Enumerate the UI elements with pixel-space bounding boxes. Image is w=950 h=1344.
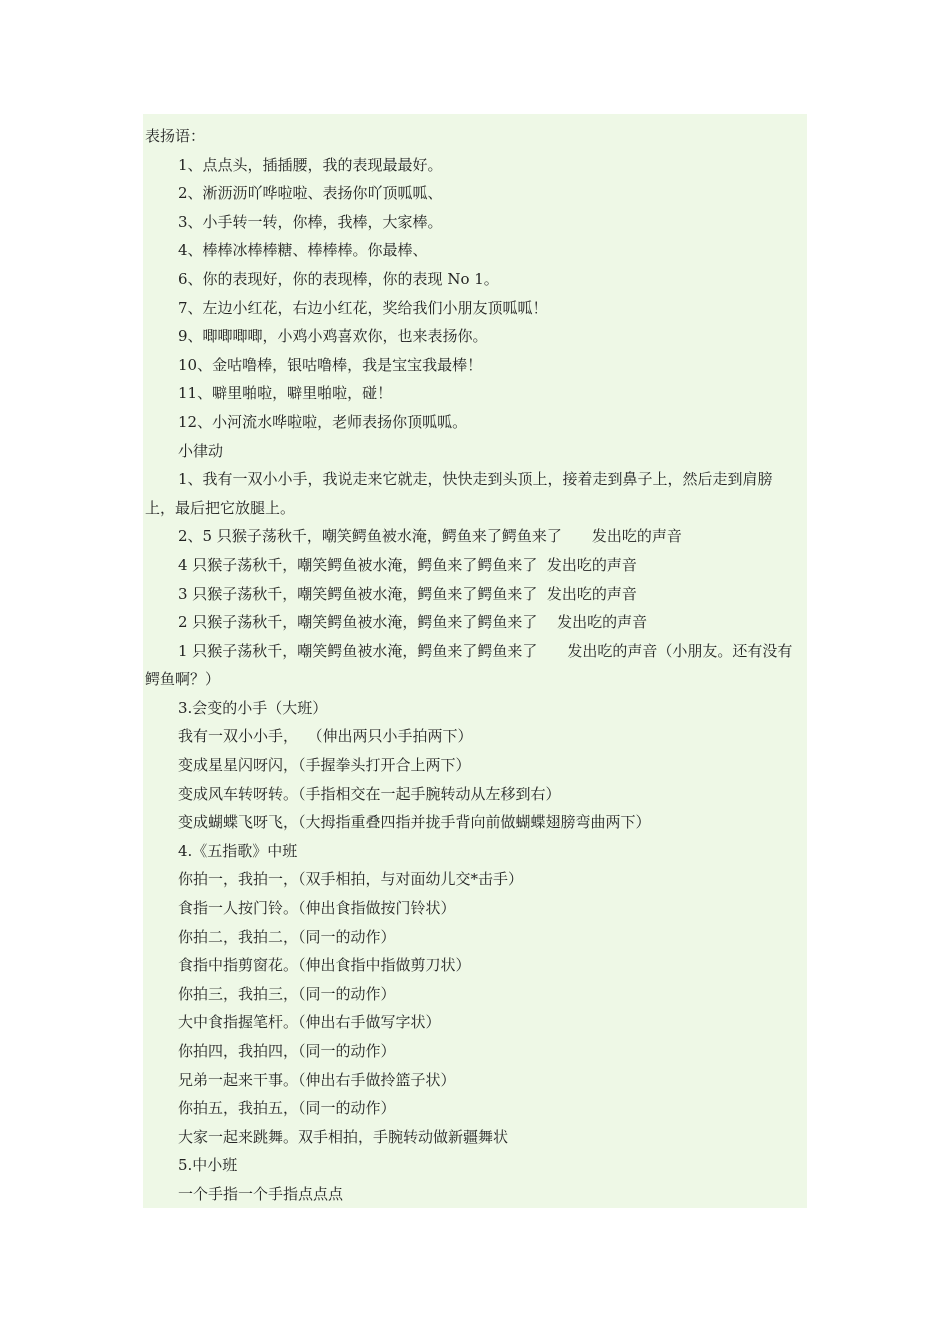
text-line: 2 只猴子荡秋千，嘲笑鳄鱼被水淹，鳄鱼来了鳄鱼来了 发出吃的声音 — [178, 613, 648, 632]
text-line: 你拍四，我拍四，（同一的动作） — [178, 1042, 396, 1060]
text-line: 4.《五指歌》中班 — [178, 841, 298, 860]
text-line: 10、金咕噜棒，银咕噜棒，我是宝宝我最棒！ — [178, 355, 483, 374]
text-line: 大中食指握笔杆。（伸出右手做写字状） — [178, 1013, 441, 1032]
text-line: 9、唧唧唧唧，小鸡小鸡喜欢你，也来表扬你。 — [178, 327, 488, 346]
text-line: 5.中小班 — [178, 1156, 238, 1175]
text-line: 食指一人按门铃。（伸出食指做按门铃状） — [178, 899, 456, 918]
text-line: 食指中指剪窗花。（伸出食指中指做剪刀状） — [178, 956, 471, 975]
text-line: 你拍二，我拍二，（同一的动作） — [178, 927, 396, 946]
text-line: 变成风车转呀转。（手指相交在一起手腕转动从左移到右） — [178, 784, 561, 803]
text-line: 3 只猴子荡秋千，嘲笑鳄鱼被水淹，鳄鱼来了鳄鱼来了 发出吃的声音 — [178, 584, 637, 603]
text-line: 4 只猴子荡秋千，嘲笑鳄鱼被水淹，鳄鱼来了鳄鱼来了 发出吃的声音 — [178, 555, 637, 574]
text-line: 一个手指一个手指点点点 — [178, 1184, 344, 1203]
text-line: 你拍五，我拍五，（同一的动作） — [178, 1099, 396, 1118]
text-line: 变成星星闪呀闪，（手握拳头打开合上两下） — [178, 756, 471, 775]
text-line: 1 只猴子荡秋千，嘲笑鳄鱼被水淹，鳄鱼来了鳄鱼来了 发出吃的声音（小朋友。还有没有鳄鱼啊？） — [145, 641, 793, 689]
text-line: 11、噼里啪啦，噼里啪啦，碰！ — [178, 384, 393, 403]
text-line: 变成蝴蝶飞呀飞，（大拇指重叠四指并拢手背向前做蝴蝶翅膀弯曲两下） — [178, 813, 651, 832]
text-line: 你拍三，我拍三，（同一的动作） — [178, 984, 396, 1003]
text-line: 7、左边小红花，右边小红花，奖给我们小朋友顶呱呱！ — [178, 298, 548, 317]
text-line: 你拍一，我拍一，（双手相拍，与对面幼儿交*击手） — [178, 870, 524, 889]
text-line: 2、淅沥沥吖哗啦啦、表扬你吖顶呱呱、 — [178, 184, 443, 203]
text-line: 2、5 只猴子荡秋千，嘲笑鳄鱼被水淹，鳄鱼来了鳄鱼来了 发出吃的声音 — [178, 527, 682, 546]
document-body — [145, 122, 793, 1209]
text-line: 我有一双小小手， （伸出两只小手拍两下） — [178, 727, 473, 746]
text-line: 1、我有一双小小手，我说走来它就走，快快走到头顶上，接着走到鼻子上，然后走到肩膀上，最后把它放腿上。 — [145, 470, 773, 517]
text-line: 1、点点头，插插腰，我的表现最最好。 — [178, 155, 443, 174]
text-line: 大家一起来跳舞。双手相拍，手腕转动做新疆舞状 — [178, 1127, 509, 1146]
text-line: 4、棒棒冰棒棒糖、棒棒棒。你最棒、 — [178, 241, 428, 260]
section-heading: 表扬语： — [145, 127, 206, 145]
text-line: 3.会变的小手（大班） — [178, 698, 328, 717]
text-line: 3、小手转一转，你棒，我棒，大家棒。 — [178, 212, 443, 231]
text-line: 小律动 — [178, 441, 224, 460]
text-line: 兄弟一起来干事。（伸出右手做拎篮子状） — [178, 1070, 456, 1089]
text-line: 12、小河流水哗啦啦，老师表扬你顶呱呱。 — [178, 412, 468, 431]
text-line: 6、你的表现好，你的表现棒，你的表现 No 1。 — [178, 269, 499, 288]
